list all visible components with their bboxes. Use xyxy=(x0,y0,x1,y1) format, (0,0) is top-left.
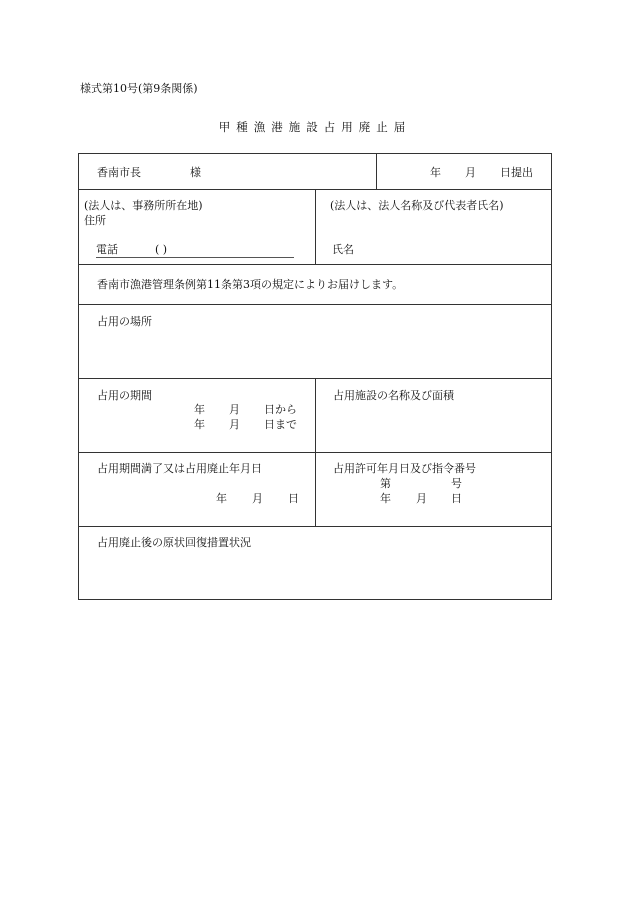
phone-label: 電話 xyxy=(96,243,118,256)
permit-label: 占用許可年月日及び指令番号 xyxy=(333,462,476,475)
name-label: 氏名 xyxy=(332,243,354,256)
permit-year: 年 xyxy=(380,492,391,505)
form-title: 甲種漁港施設占用廃止届 xyxy=(218,120,412,134)
table-right-border xyxy=(551,153,552,600)
submission-box-divider xyxy=(376,153,377,190)
permit-day: 日 xyxy=(451,492,462,505)
phone-paren: ( ) xyxy=(155,243,168,256)
addressee-honorific: 様 xyxy=(190,166,201,179)
expiry-month: 月 xyxy=(252,492,263,505)
name-note: (法人は、法人名称及び代表者氏名) xyxy=(330,199,504,212)
expiry-day: 日 xyxy=(288,492,299,505)
period-to-month: 月 xyxy=(229,418,240,431)
period-to-day: 日まで xyxy=(264,418,297,431)
table-bottom-border xyxy=(78,599,552,600)
occupancy-period-label: 占用の期間 xyxy=(97,389,152,402)
row-divider xyxy=(78,304,552,305)
permit-dai: 第 xyxy=(380,477,391,490)
phone-underline xyxy=(96,257,294,258)
restoration-label: 占用廃止後の原状回復措置状況 xyxy=(97,536,251,549)
addressee-mayor: 香南市長 xyxy=(97,166,141,179)
expiry-label: 占用期間満了又は占用廃止年月日 xyxy=(97,462,262,475)
table-top-border xyxy=(78,153,552,154)
table-left-border xyxy=(78,153,79,600)
form-number: 様式第10号(第9条関係) xyxy=(80,82,198,95)
submission-year-label: 年 xyxy=(430,166,441,179)
declaration-text: 香南市漁港管理条例第11条第3項の規定によりお届けします。 xyxy=(97,278,404,291)
column-divider xyxy=(315,378,316,527)
permit-month: 月 xyxy=(416,492,427,505)
permit-go: 号 xyxy=(451,477,462,490)
submission-day-label: 日提出 xyxy=(500,166,533,179)
period-to-year: 年 xyxy=(194,418,205,431)
column-divider xyxy=(315,189,316,265)
address-label: 住所 xyxy=(84,214,106,227)
facility-label: 占用施設の名称及び面積 xyxy=(333,389,454,402)
expiry-year: 年 xyxy=(216,492,227,505)
occupancy-place-label: 占用の場所 xyxy=(97,315,152,328)
submission-month-label: 月 xyxy=(465,166,476,179)
period-from-day: 日から xyxy=(264,403,297,416)
period-from-year: 年 xyxy=(194,403,205,416)
address-note: (法人は、事務所所在地) xyxy=(84,199,203,212)
period-from-month: 月 xyxy=(229,403,240,416)
